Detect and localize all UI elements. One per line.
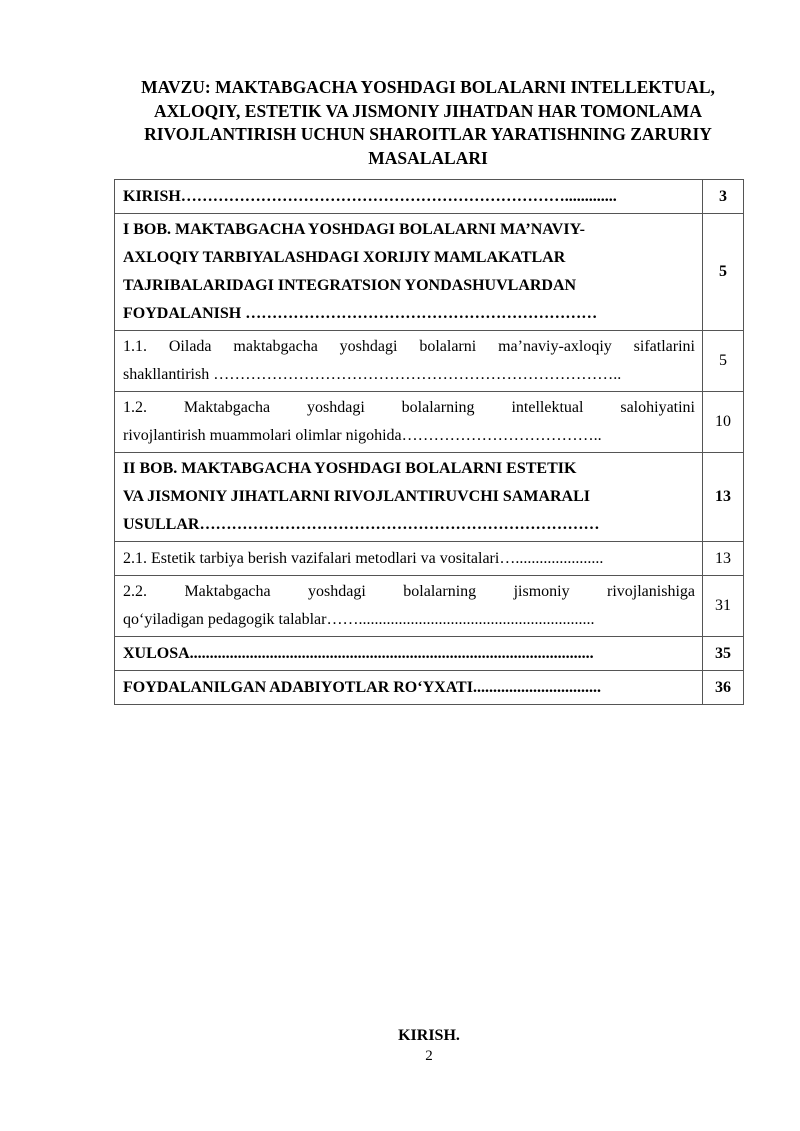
toc-row-xulosa [115, 637, 744, 671]
toc-entry-text [115, 392, 703, 453]
toc-entry-line: I BOB. MAKTABGACHA YOSHDAGI BOLALARNI MA’NAVIY- [123, 221, 585, 238]
toc-page-number: 10 [703, 392, 744, 453]
toc-entry-line: rivojlantirish muammolari olimlar nigohida……………………………….. [123, 427, 602, 444]
toc-entry-line: AXLOQIY TARBIYALASHDAGI XORIJIY MAMLAKATLAR [123, 249, 566, 266]
toc-row-references [115, 671, 744, 705]
toc-page-number: 5 [703, 331, 744, 392]
toc-row-section-1-2 [115, 392, 744, 453]
toc-row-chapter-2 [115, 453, 744, 542]
toc-entry-text [115, 214, 703, 331]
toc-row-section-1-1 [115, 331, 744, 392]
toc-row-section-2-1 [115, 542, 744, 576]
document-title: MAVZU: MAKTABGACHA YOSHDAGI BOLALARNI INTELLEKTUAL, AXLOQIY, ESTETIK VA JISMONIY JIHATDAN HAR TOMONLAMA RIVOJLANTIRISH UCHUN SHAROITLAR YARATISHNING ZARURIY MASALALARI [141, 77, 715, 168]
toc-entry-line: USULLAR………………………………………………………………… [123, 516, 600, 533]
toc-row-kirish [115, 180, 744, 214]
toc-entry-text: KIRISH………………………………………………………………............. [115, 180, 703, 214]
toc-entry-text [115, 331, 703, 392]
toc-entry-line: II BOB. MAKTABGACHA YOSHDAGI BOLALARNI ESTETIK [123, 460, 577, 477]
toc-entry-line: qo‘yiladigan pedagogik talablar……........................................................... [123, 611, 595, 628]
table-of-contents [114, 179, 744, 705]
toc-entry-line: shakllantirish ………………………………………………………………….. [123, 366, 622, 383]
toc-entry-line: TAJRIBALARIDAGI INTEGRATSION YONDASHUVLARDAN [123, 277, 577, 294]
toc-entry-line: FOYDALANISH ………………………………………………………… [123, 305, 598, 322]
toc-page-number: 13 [703, 542, 744, 576]
toc-entry-text: 2.1. Estetik tarbiya berish vazifalari metodlari va vositalari…...................... [115, 542, 703, 576]
section-heading: KIRISH. [398, 1027, 460, 1044]
toc-entry-line: 1.1. Oilada maktabgacha yoshdagi bolalarni ma’naviy-axloqiy sifatlarini [123, 338, 695, 355]
toc-page-number: 35 [703, 637, 744, 671]
toc-entry-line: 2.2. Maktabgacha yoshdagi bolalarning jismoniy rivojlanishiga [123, 583, 695, 600]
toc-page-number: 5 [703, 214, 744, 331]
toc-page-number: 36 [703, 671, 744, 705]
toc-entry-text [115, 576, 703, 637]
page-number: 2 [425, 1048, 433, 1064]
toc-row-section-2-2 [115, 576, 744, 637]
toc-entry-text: XULOSA..................................................................................................... [115, 637, 703, 671]
toc-entry-line: VA JISMONIY JIHATLARNI RIVOJLANTIRUVCHI SAMARALI [123, 488, 590, 505]
toc-page-number: 31 [703, 576, 744, 637]
toc-page-number: 13 [703, 453, 744, 542]
toc-entry-line: 1.2. Maktabgacha yoshdagi bolalarning intellektual salohiyatini [123, 399, 695, 416]
toc-entry-text [115, 453, 703, 542]
toc-row-chapter-1 [115, 214, 744, 331]
toc-entry-text: FOYDALANILGAN ADABIYOTLAR RO‘YXATI................................ [115, 671, 703, 705]
toc-page-number: 3 [703, 180, 744, 214]
